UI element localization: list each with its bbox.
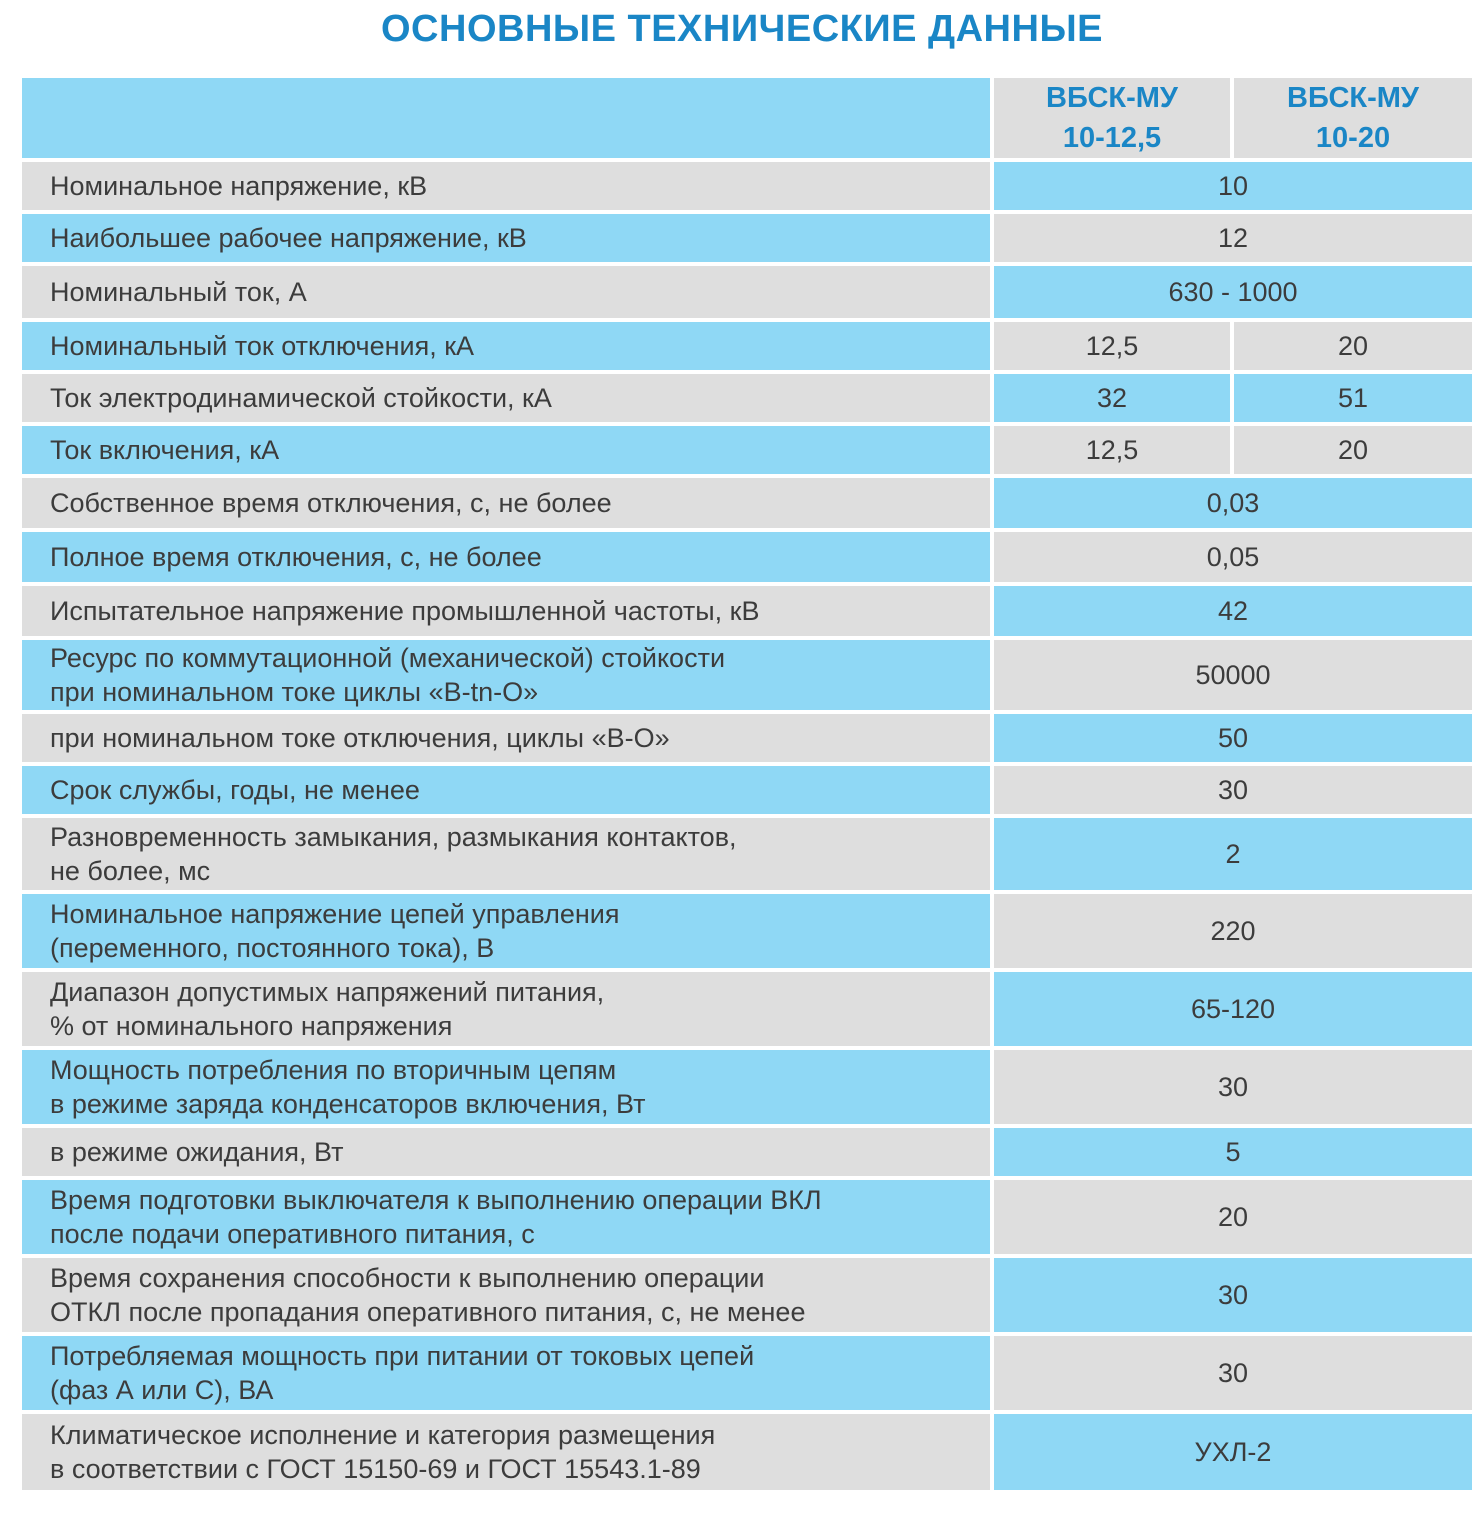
parameter-label-line: Климатическое исполнение и категория размещения xyxy=(50,1420,716,1450)
table-row xyxy=(22,1180,1472,1254)
parameter-value-model-2: 51 xyxy=(1234,374,1472,422)
parameter-label xyxy=(22,1336,990,1410)
parameter-label-line: Время подготовки выключателя к выполнению операции ВКЛ xyxy=(50,1185,822,1215)
table-row xyxy=(22,818,1472,890)
parameter-value: 65-120 xyxy=(994,972,1472,1046)
parameter-label xyxy=(22,532,990,582)
table-row xyxy=(22,1258,1472,1332)
parameter-label xyxy=(22,586,990,636)
parameter-label-line: Испытательное напряжение промышленной частоты, кВ xyxy=(50,596,760,626)
parameter-label-line: Ресурс по коммутационной (механической) стойкости xyxy=(50,643,726,673)
parameter-value-model-1: 12,5 xyxy=(994,322,1230,370)
table-row xyxy=(22,214,1472,262)
table-row xyxy=(22,478,1472,528)
table-row xyxy=(22,1414,1472,1490)
parameter-label-line: Номинальное напряжение цепей управления xyxy=(50,899,620,929)
parameter-label-line: Разновременность замыкания, размыкания контактов, xyxy=(50,822,737,852)
parameter-value: 30 xyxy=(994,1336,1472,1410)
table-row xyxy=(22,322,1472,370)
table-row xyxy=(22,894,1472,968)
parameter-label-line: Диапазон допустимых напряжений питания, xyxy=(50,977,605,1007)
parameter-value: 220 xyxy=(994,894,1472,968)
table-row xyxy=(22,586,1472,636)
parameter-value: 30 xyxy=(994,1050,1472,1124)
parameter-label-line: Срок службы, годы, не менее xyxy=(50,775,420,805)
parameter-label xyxy=(22,374,990,422)
parameter-label xyxy=(22,714,990,762)
parameter-label-line: Время сохранения способности к выполнению операции xyxy=(50,1263,765,1293)
parameter-value: 10 xyxy=(994,162,1472,210)
parameter-value-model-1: 12,5 xyxy=(994,426,1230,474)
table-row xyxy=(22,766,1472,814)
parameter-label-line: (фаз А или С), ВА xyxy=(50,1375,274,1405)
parameter-value: 0,03 xyxy=(994,478,1472,528)
page-title: ОСНОВНЫЕ ТЕХНИЧЕСКИЕ ДАННЫЕ xyxy=(381,8,1103,50)
parameter-label-line: Номинальное напряжение, кВ xyxy=(50,171,428,201)
parameter-label xyxy=(22,162,990,210)
header-empty-cell xyxy=(22,78,990,158)
parameter-label xyxy=(22,894,990,968)
parameter-label-line: не более, мс xyxy=(50,856,211,886)
header-model-1-name: ВБСК-МУ xyxy=(1046,82,1178,114)
parameter-label xyxy=(22,972,990,1046)
table-row xyxy=(22,266,1472,318)
parameter-label-line: при номинальном токе отключения, циклы «В-О» xyxy=(50,723,670,753)
parameter-label xyxy=(22,1180,990,1254)
parameter-label-line: в режиме заряда конденсаторов включения, Вт xyxy=(50,1089,646,1119)
parameter-value: УХЛ-2 xyxy=(994,1414,1472,1490)
table-row xyxy=(22,714,1472,762)
header-model-1-rating: 10-12,5 xyxy=(1062,122,1162,154)
parameter-value: 20 xyxy=(994,1180,1472,1254)
parameter-label-line: Ток включения, кА xyxy=(50,435,280,465)
parameter-value: 5 xyxy=(994,1128,1472,1176)
header-model-2 xyxy=(1234,78,1472,158)
table-row xyxy=(22,1336,1472,1410)
parameter-label-line: в режиме ожидания, Вт xyxy=(50,1137,344,1167)
parameter-label xyxy=(22,426,990,474)
parameter-label-line: ОТКЛ после пропадания оперативного питания, с, не менее xyxy=(50,1297,806,1327)
parameter-label-line: Потребляемая мощность при питании от токовых цепей xyxy=(50,1341,755,1371)
parameter-label xyxy=(22,818,990,890)
parameter-value: 0,05 xyxy=(994,532,1472,582)
parameter-value-model-2: 20 xyxy=(1234,322,1472,370)
parameter-label-line: при номинальном токе циклы «В-tn-О» xyxy=(50,677,539,707)
parameter-label xyxy=(22,214,990,262)
parameter-label-line: Собственное время отключения, с, не более xyxy=(50,488,612,518)
parameter-value-model-2: 20 xyxy=(1234,426,1472,474)
parameter-label-line: Ток электродинамической стойкости, кА xyxy=(50,383,552,413)
parameter-label-line: в соответствии с ГОСТ 15150-69 и ГОСТ 15543.1-89 xyxy=(50,1454,701,1484)
header-model-2-rating: 10-20 xyxy=(1315,122,1391,154)
parameter-label xyxy=(22,266,990,318)
parameter-label xyxy=(22,1050,990,1124)
spec-table xyxy=(18,74,1476,1494)
table-row xyxy=(22,640,1472,710)
table-row xyxy=(22,532,1472,582)
table-row xyxy=(22,426,1472,474)
table-header-row xyxy=(22,78,1472,158)
parameter-label xyxy=(22,478,990,528)
parameter-label-line: (переменного, постоянного тока), В xyxy=(50,933,495,963)
table-row xyxy=(22,374,1472,422)
parameter-label-line: после подачи оперативного питания, с xyxy=(50,1219,535,1249)
header-model-1 xyxy=(994,78,1230,158)
parameter-value-model-1: 32 xyxy=(994,374,1230,422)
parameter-value: 12 xyxy=(994,214,1472,262)
parameter-label-line: % от номинального напряжения xyxy=(50,1011,453,1041)
parameter-label xyxy=(22,1128,990,1176)
parameter-label-line: Номинальный ток отключения, кА xyxy=(50,331,475,361)
parameter-label-line: Мощность потребления по вторичным цепям xyxy=(50,1055,617,1085)
parameter-value: 630 - 1000 xyxy=(994,266,1472,318)
table-row xyxy=(22,972,1472,1046)
parameter-label-line: Полное время отключения, с, не более xyxy=(50,542,542,572)
parameter-label xyxy=(22,1414,990,1490)
parameter-label xyxy=(22,1258,990,1332)
table-row xyxy=(22,1128,1472,1176)
table-row xyxy=(22,1050,1472,1124)
parameter-label xyxy=(22,640,990,710)
parameter-value: 30 xyxy=(994,1258,1472,1332)
parameter-value: 42 xyxy=(994,586,1472,636)
parameter-label-line: Номинальный ток, А xyxy=(50,277,307,307)
parameter-label xyxy=(22,322,990,370)
header-model-2-name: ВБСК-МУ xyxy=(1287,82,1419,114)
parameter-value: 30 xyxy=(994,766,1472,814)
parameter-value: 2 xyxy=(994,818,1472,890)
parameter-value: 50000 xyxy=(994,640,1472,710)
parameter-label-line: Наибольшее рабочее напряжение, кВ xyxy=(50,223,527,253)
parameter-value: 50 xyxy=(994,714,1472,762)
parameter-label xyxy=(22,766,990,814)
table-row xyxy=(22,162,1472,210)
